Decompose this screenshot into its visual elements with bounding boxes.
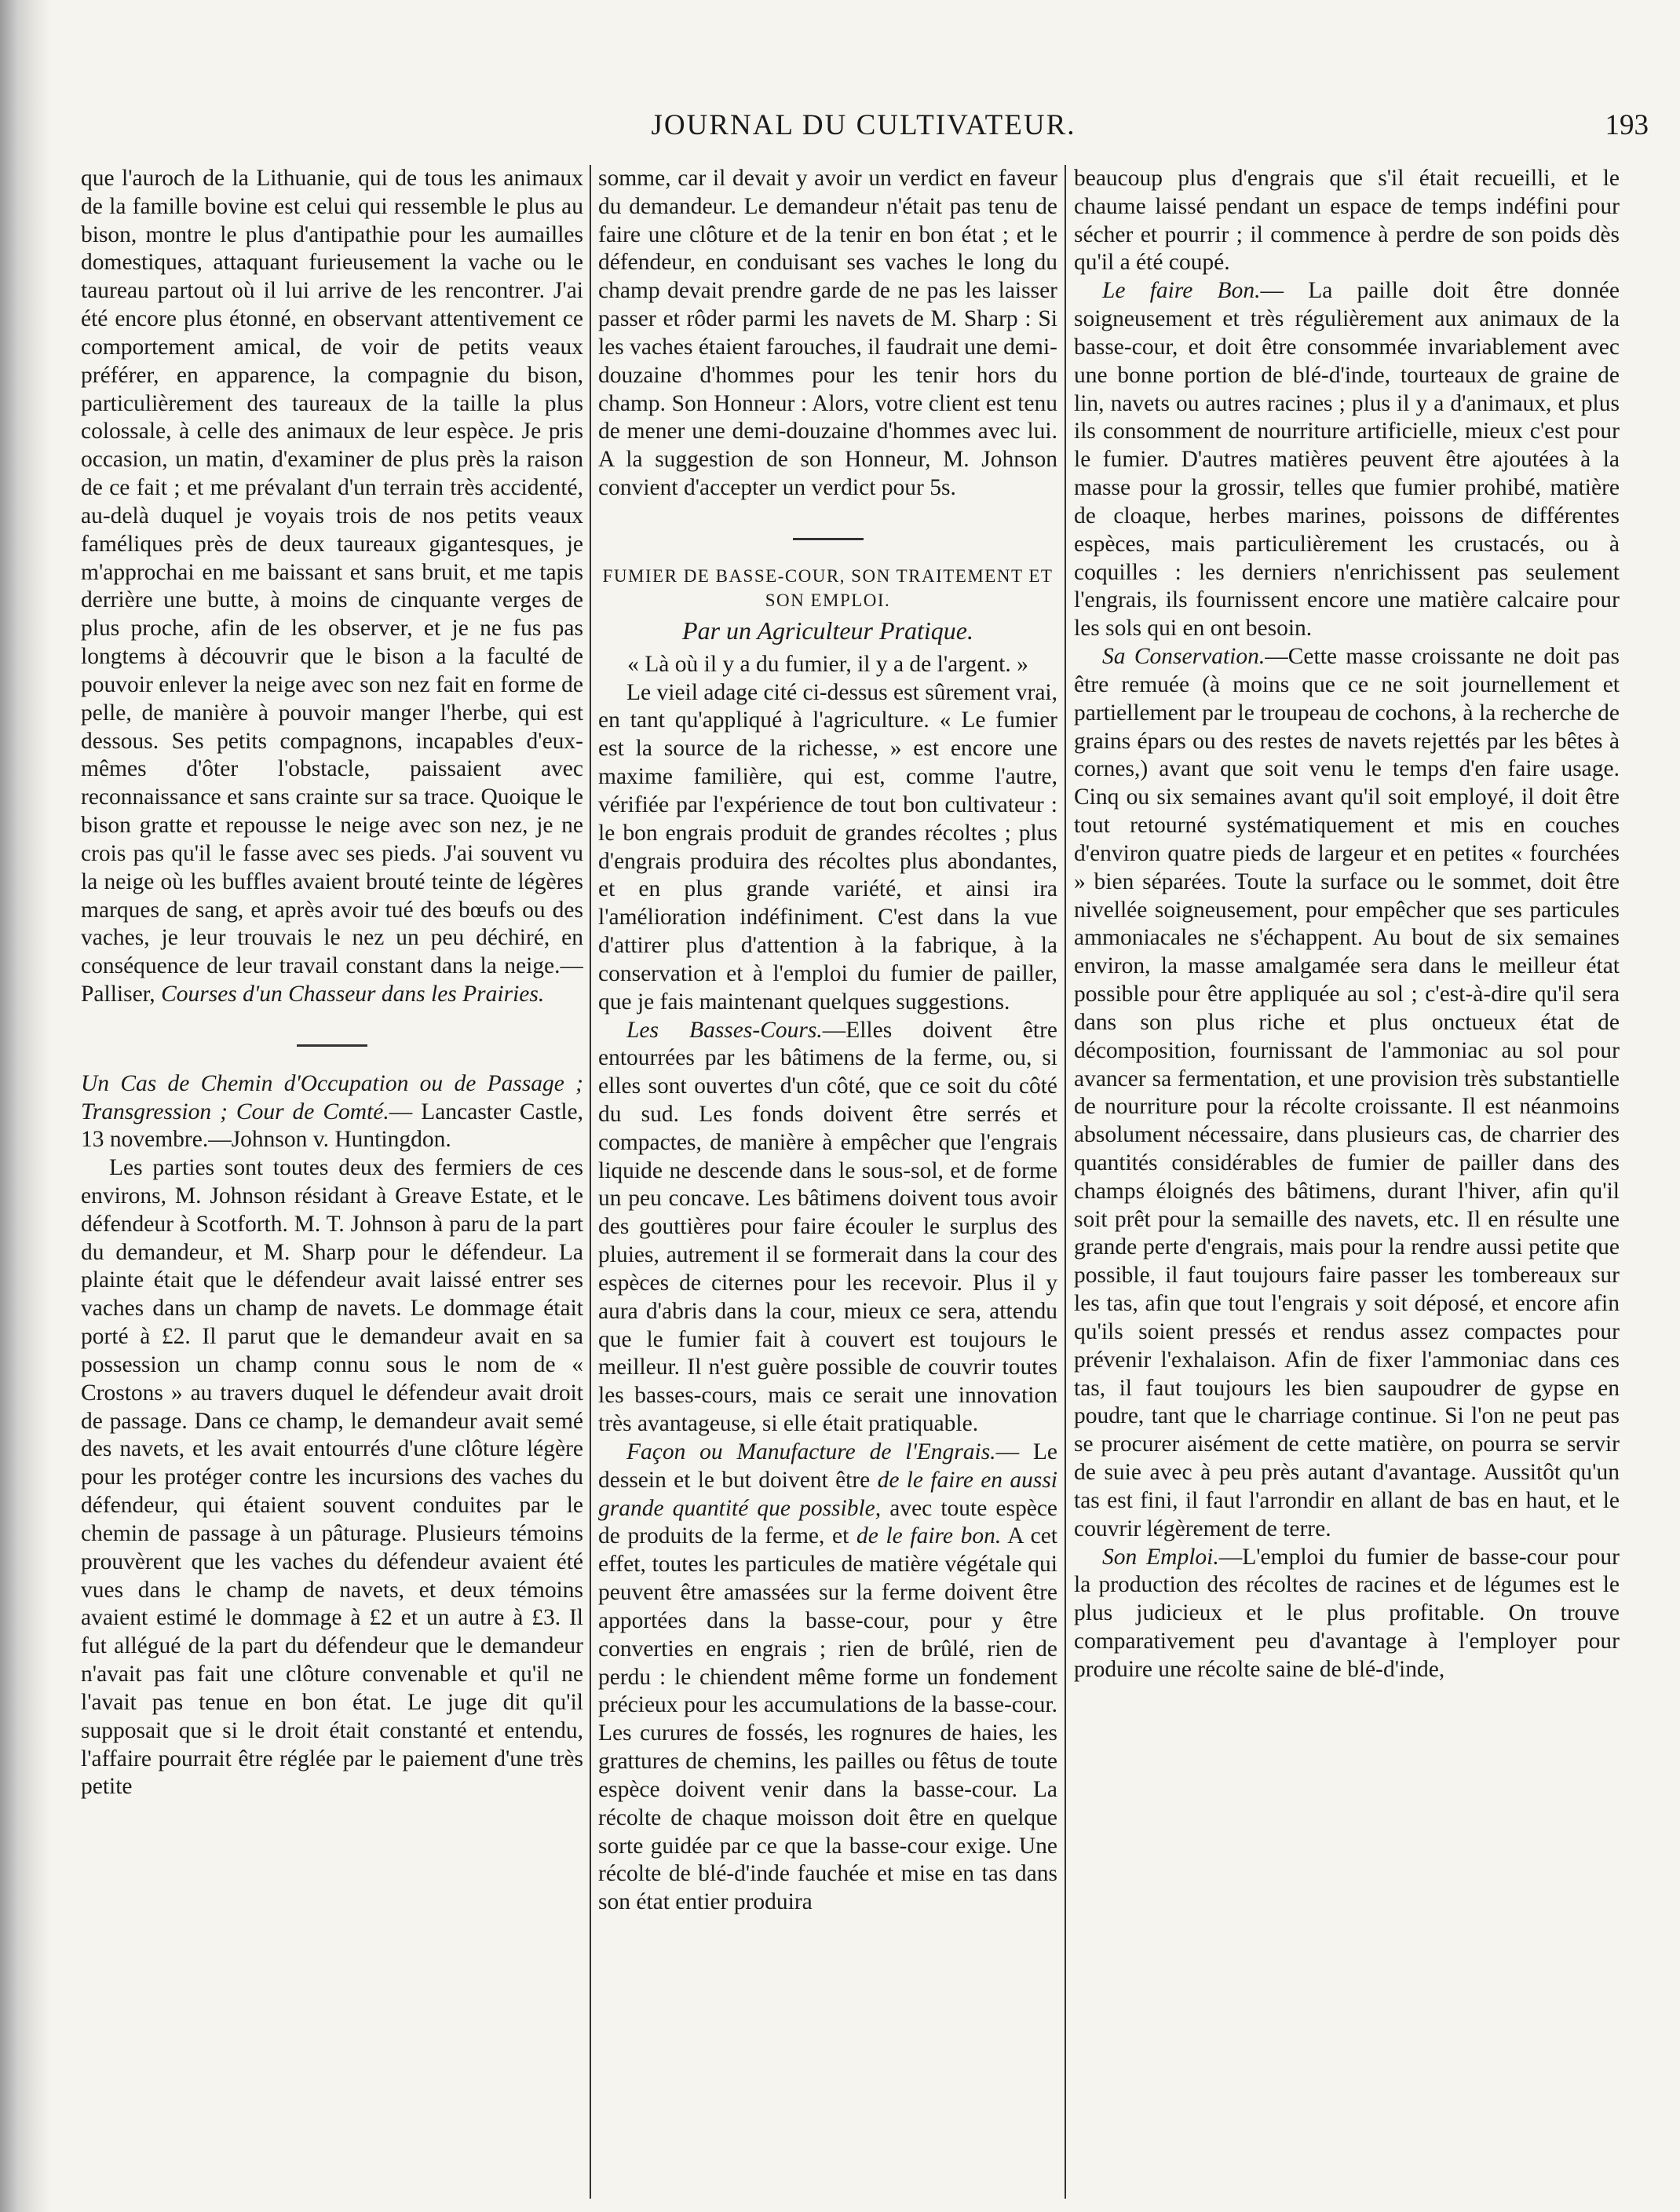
section-text: — La paille doit être donnée soigneusement et très régulièrement aux animaux de la basse-cour, et doit être consommée invariablement avec une bonne portion de blé-d'inde, tourteaux de graine de lin, navets ou autres racines ; plus il y a d'animaux, et plus ils consomment de nourriture artificielle, mieux c'est pour le fumier. D'autres matières peuvent être ajoutées à la masse pour la grossir, telles que fumier prohibé, matière de cloaque, herbes marines, poissons de différentes espèces, mais particulièrement les crustacés, ou à coquilles : les derniers n'enrichissent pas seulement l'engrais, ils fournissent encore une matière calcaire pour les sols qui en ont besoin. xyxy=(1074,278,1620,642)
section-text: — Le dessein et le but doivent être xyxy=(598,1439,1057,1493)
journal-title: JOURNAL DU CULTIVATEUR. xyxy=(651,109,1076,141)
emphasis-text: de le faire en aussi grande quantité que possible, xyxy=(598,1467,1057,1521)
manure-continued-text: beaucoup plus d'engrais que s'il était recueilli, et le chaume laissé pendant un espace de temps indéfini pour sécher et pourrir ; il commence à perdre de son poids dès qu'il a été coupé. xyxy=(1074,166,1620,276)
column-1 xyxy=(81,165,583,2199)
section-le-faire-bon xyxy=(1074,277,1620,643)
emphasis-text: de le faire bon. xyxy=(856,1523,1002,1549)
bison-article-text xyxy=(81,165,583,1009)
column-2 xyxy=(598,165,1057,2199)
manure-article-heading: FUMIER DE BASSE-COUR, SON TRAITEMENT ET SON EMPLOI. xyxy=(602,565,1054,610)
case-report-text: Les parties sont toutes deux des fermiers de ces environs, M. Johnson résidant à Greave Estate, et le défendeur à Scotforth. M. T. Johnson à paru de la part du demandeur, et M. Sharp pour le défendeur. La plainte était que le défendeur avait laissé entrer ses vaches dans un champ de navets. Le dommage était porté à £2. Il parut que le demandeur avait en sa possession un champ connu sous le nom de « Crostons » au travers duquel le défendeur avait droit de passage. Dans ce champ, le demandeur avait semé des navets, et les avait entourrés d'une clôture légère pour les protéger contre les incursions des vaches du défendeur, qui étaient souvent conduites par le chemin de passage à un pâturage. Plusieurs témoins prouvèrent que les vaches du défendeur avaient été vues dans le champ de navets, et deux témoins avaient estimé le dommage à £2 et un autre à £3. Il fut allégué de la part du défendeur que le demandeur n'avait pas fait une clôture convenable et qu'il ne l'avait pas tenue en bon état. Le juge dit qu'il supposait que si le droit était constanté et entendu, l'affaire pourrait être réglée par le paiement d'une très petite xyxy=(81,1155,583,1800)
column-divider-1 xyxy=(590,165,591,2199)
section-title: Les Basses-Cours. xyxy=(626,1017,823,1043)
section-title: Sa Conservation. xyxy=(1102,644,1265,670)
manure-intro-paragraph: Le vieil adage cité ci-dessus est sûrement vrai, en tant qu'appliqué à l'agriculture. « Le fumier est la source de la richesse, » est encore une maxime familière, qui est, comme l'autre, vérifiée par l'expérience de tout bon cultivateur : le bon engrais produit de grandes récoltes ; plus d'engrais produira des récoltes plus abondantes, et en plus grande variété, et ainsi ira l'amélioration indéfiniment. C'est dans la vue d'attirer plus d'attention à la fabrique, à la conservation et à l'emploi du fumier de pailler, que je fais maintenant quelques suggestions. xyxy=(598,679,1057,1015)
case-dateline: — Lancaster Castle, 13 novembre.—Johnson v. Huntingdon. xyxy=(81,1099,583,1153)
case-title: Un Cas de Chemin d'Occupation ou de Passage ; Transgression ; Cour de Comté. xyxy=(81,1070,583,1124)
page-number: 193 xyxy=(1605,109,1649,141)
case-report-continued: somme, car il devait y avoir un verdict en faveur du demandeur. Le demandeur n'était pas tenu de faire une clôture et de la tenir en bon état ; et le défendeur, en conduisant ses vaches le long du champ devait prendre garde de ne pas les laisser passer et rôder parmi les navets de M. Sharp : Si les vaches étaient farouches, il faudrait une demi-douzaine d'hommes pour les tenir hors du champ. Son Honneur : Alors, votre client est tenu de mener une demi-douzaine d'hommes avec lui. A la suggestion de son Honneur, M. Johnson convient d'accepter un verdict pour 5s. xyxy=(598,166,1057,501)
manure-article-motto: « Là où il y a du fumier, il y a de l'argent. » xyxy=(627,651,1028,677)
section-text: —Cette masse croissante ne doit pas être remuée (à moins que ce ne soit journellement et partiellement par le troupeau de cochons, à la recherche de grains épars ou des restes de navets rejettés par les bêtes à cornes,) avant que soit venu le temps d'en faire usage. Cinq ou six semaines avant qu'il soit employé, il doit être tout retourné systématiquement et mis en couches d'environ quatre pieds de largeur et en petites « fourchées » bien séparées. Toute la surface ou le sommet, doit être nivellée soigneusement, pour empêcher que ses particules ammoniacales ne s'échappent. Au bout de six semaines environ, la masse amalgamée sera dans le meilleur état possible pour être appliquée au sol ; c'est-à-dire qu'il sera dans son plus riche et plus onctueux état de décomposition, fournissant de l'ammoniac au sol pour avancer sa fermentation, et une provision très substantielle de nourriture pour la récolte croissante. Il est néanmoins absolument nécessaire, dans plusieurs cas, de charrier des quantités considérables de fumier de pailler dans des champs éloignés des bâtimens, durant l'hiver, afin qu'il soit prêt pour la semaille des navets, etc. Il en résulte une grande perte d'engrais, mais pour la rendre aussi petite que possible, il faut toujours faire passer les tombereaux sur les tas, afin que tout l'engrais y soit déposé, et encore afin qu'ils soient pressés et rendus assez compactes pour prévenir l'exhalaison. Afin de fixer l'ammoniac dans ces tas, il faut toujours les bien saupoudrer de gypse en poudre, tant que le charriage continue. Si l'on ne peut pas se procurer aisément de cette matière, on pourra se servir de suie avec à peu près autant d'avantage. Aussitôt qu'un tas est fini, il faut l'arrondir en allant de bas en haut, et le couvrir légèrement de terre. xyxy=(1074,644,1620,1541)
manure-article-byline: Par un Agriculteur Pratique. xyxy=(682,616,973,645)
case-heading xyxy=(81,1070,583,1154)
section-title: Le faire Bon. xyxy=(1102,278,1261,304)
column-divider-2 xyxy=(1065,165,1066,2199)
section-separator xyxy=(598,520,1057,548)
section-text: A cet effet, toutes les particules de matière végétale qui peuvent être amassées sur la ferme doivent être apportées dans la basse-cour, pour y être converties en engrais ; rien de brûlé, rien de perdu : le chiendent même forme un fondement précieux pour les accumulations de la basse-cour. Les curures de fossés, les rognures de haies, les grattures de chemins, les pailles ou fêtus de toute espèce doivent venir dans la basse-cour. La récolte de chaque moisson doit être en quelque sorte guidée par ce que la basse-cour exige. Une récolte de blé-d'inde fauchée et mise en tas dans son état entier produira xyxy=(598,1523,1057,1915)
running-header xyxy=(79,108,1649,155)
column-3 xyxy=(1074,165,1620,2199)
section-emploi xyxy=(1074,1544,1620,1684)
bison-article-source: Courses d'un Chasseur dans les Prairies. xyxy=(161,982,545,1007)
section-text: —L'emploi du fumier de basse-cour pour la production des récoltes de racines et de légumes est le plus judicieux et le plus profitable. On trouve comparativement peu d'avantage à l'employer pour produire une récolte saine de blé-d'inde, xyxy=(1074,1544,1620,1682)
section-basses-cours xyxy=(598,1017,1057,1439)
section-conservation xyxy=(1074,643,1620,1544)
section-title: Façon ou Manufacture de l'Engrais. xyxy=(626,1439,996,1464)
bison-article-body: que l'auroch de la Lithuanie, qui de tous les animaux de la famille bovine est celui qui ressemble le plus au bison, montre le plus d'antipathie pour les aumailles domestiques, attaquant furieusement la vache ou le taureau partout où il lui arrive de les rencontrer. J'ai été encore plus étonné, en observant attentivement ce comportement amical, de voir de petits veaux préférer, en apparence, la compagnie du bison, particulièrement des taureaux de la taille la plus colossale, à celle des animaux de leur espèce. Je pris occasion, un matin, d'examiner de plus près la raison de ce fait ; et me prévalant d'un terrain très accidenté, au-delà duquel je voyais trois de nos petits veaux faméliques près de deux taureaux gigantesques, je m'approchai en me baissant et sans bruit, et me tapis derrière une butte, à moins de cinquante verges de plus proche, afin de les observer, et je ne fus pas longtems à découvrir que le bison a la faculté de pouvoir enlever la neige avec son nez fait en forme de pelle, de manière à pouvoir manger l'herbe, qui est dessous. Ses petits compagnons, incapables d'eux-mêmes d'ôter l'obstacle, paissaient avec reconnaissance et sans crainte sur sa trace. Quoique le bison gratte et repousse le neige avec son nez, je ne crois pas qu'il le fasse avec ses pieds. J'ai souvent vu la neige où les buffles avaient brouté teinte de légères marques de sang, et après avoir tué des bœufs ou des vaches, je leur trouvais le nez un peu déchiré, en conséquence de leur travail constant dans la neige.— Palliser, xyxy=(81,166,583,1007)
page-binding-edge xyxy=(0,0,50,2212)
section-facon-engrais xyxy=(598,1439,1057,1917)
section-separator xyxy=(81,1026,583,1055)
section-text: —Elles doivent être entourrées par les bâtimens de la ferme, ou, si elles sont ouvertes d'un côté, que ce soit du côté du sud. Les fonds doivent être serrés et compactes, de manière à empêcher que l'engrais liquide ne descende dans le sous-sol, et de forme un peu concave. Les bâtimens doivent tous avoir des gouttières pour faire écouler le surplus des pluies, autrement il se formerait dans la cour des espèces de citernes pour les recevoir. Plus il y aura d'abris dans la cour, mieux ce sera, attendu que le fumier fait à couvert est toujours le meilleur. Il n'est guère possible de couvrir toutes les basses-cours, mais ce serait une innovation très avantageuse, si elle était pratiquable. xyxy=(598,1017,1057,1437)
section-text: avec toute espèce de produits de la ferme, et xyxy=(598,1495,1057,1549)
section-title: Son Emploi. xyxy=(1102,1544,1219,1570)
